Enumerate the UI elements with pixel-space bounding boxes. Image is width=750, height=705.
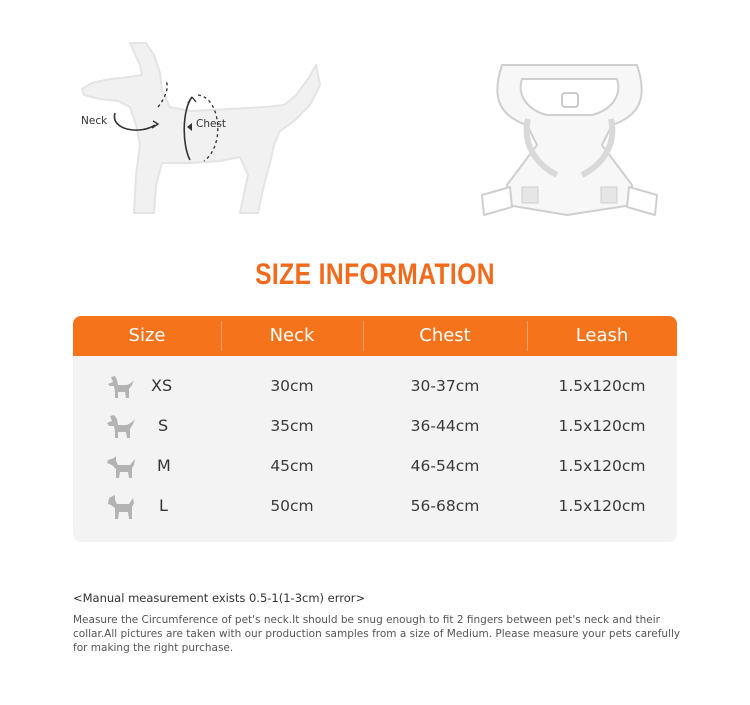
- small-dog-icon: [105, 414, 137, 440]
- chest-value: 46-54cm: [410, 457, 480, 475]
- size-label: S: [158, 416, 169, 435]
- chest-value: 36-44cm: [410, 417, 480, 435]
- large-dog-icon: [105, 494, 137, 520]
- size-table: [73, 316, 677, 542]
- neck-value: 30cm: [270, 377, 314, 395]
- header-chest: Chest: [419, 325, 471, 346]
- leash-value: 1.5x120cm: [558, 457, 646, 475]
- header-leash: Leash: [575, 325, 629, 346]
- header-neck: Neck: [269, 325, 315, 346]
- table-row: [73, 366, 677, 406]
- measurement-error-note: <Manual measurement exists 0.5-1(1-3cm) error>: [73, 591, 366, 605]
- leash-value: 1.5x120cm: [558, 497, 646, 515]
- harness-illustration: [462, 55, 677, 230]
- size-label: L: [159, 496, 168, 515]
- table-row: [73, 446, 677, 486]
- neck-measure-label: Neck: [81, 115, 108, 127]
- page-title: SIZE INFORMATION: [255, 258, 495, 291]
- size-label: M: [157, 456, 171, 475]
- neck-value: 35cm: [270, 417, 314, 435]
- chest-measure-label: Chest: [196, 118, 227, 130]
- chest-value: 30-37cm: [410, 377, 480, 395]
- neck-value: 45cm: [270, 457, 314, 475]
- neck-value: 50cm: [270, 497, 314, 515]
- dog-measurement-illustration: [70, 35, 340, 225]
- table-row: [73, 486, 677, 526]
- leash-value: 1.5x120cm: [558, 417, 646, 435]
- table-row: [73, 406, 677, 446]
- table-header: [73, 316, 677, 356]
- size-label: XS: [151, 376, 173, 395]
- chest-value: 56-68cm: [410, 497, 480, 515]
- measurement-instructions: Measure the Circumference of pet's neck.It should be snug enough to fit 2 fingers between pet's neck and their collar.All pictures are taken with our production samples from a size of Medium. Please measure your pets carefully for making the right purchase.: [73, 614, 681, 654]
- small-dog-icon: [105, 374, 137, 400]
- medium-dog-icon: [105, 454, 137, 480]
- leash-value: 1.5x120cm: [558, 377, 646, 395]
- header-size: Size: [128, 325, 166, 346]
